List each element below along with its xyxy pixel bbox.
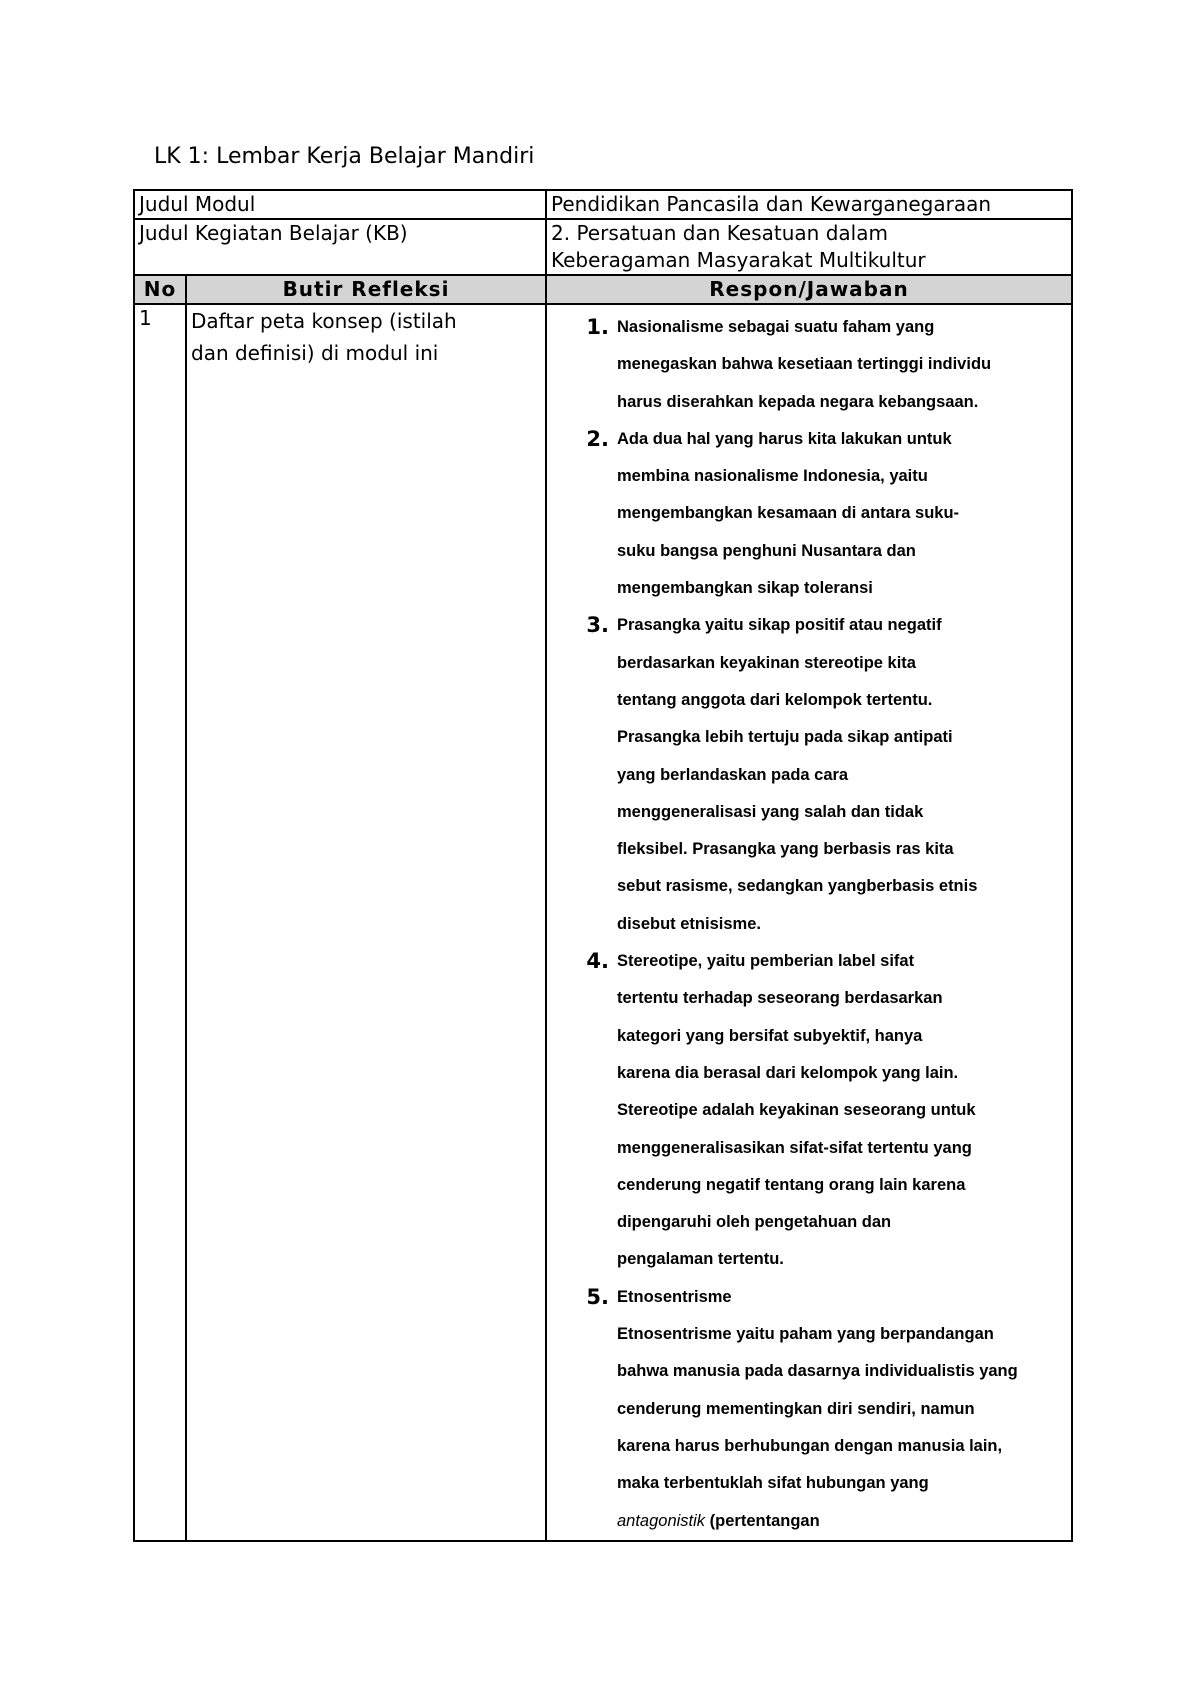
response-text bbox=[617, 607, 1071, 943]
response-line: mengembangkan sikap toleransi bbox=[617, 579, 873, 598]
response-item bbox=[547, 309, 1071, 421]
response-line: Prasangka lebih tertuju pada sikap antipati bbox=[617, 728, 953, 747]
response-line: Stereotipe adalah keyakinan seseorang untuk bbox=[617, 1101, 976, 1120]
response-line: menegaskan bahwa kesetiaan tertinggi individu bbox=[617, 355, 992, 374]
response-item bbox=[547, 1279, 1071, 1540]
response-line: membina nasionalisme Indonesia, yaitu bbox=[617, 467, 928, 486]
info-value-line: 2. Persatuan dan Kesatuan dalam bbox=[551, 221, 888, 245]
response-line: pengalaman tertentu. bbox=[617, 1250, 784, 1269]
respon-cell bbox=[546, 304, 1072, 1541]
response-line: bahwa manusia pada dasarnya individualistis yang bbox=[617, 1362, 1018, 1381]
response-line: kategori yang bersifat subyektif, hanya bbox=[617, 1026, 923, 1045]
row-number: 1 bbox=[134, 304, 186, 1541]
response-line: Prasangka yaitu sikap positif atau negatif bbox=[617, 616, 942, 635]
response-line: Etnosentrisme yaitu paham yang berpandangan bbox=[617, 1325, 994, 1344]
table-row bbox=[134, 304, 1072, 1541]
response-line: cenderung mementingkan diri sendiri, namun bbox=[617, 1399, 975, 1418]
response-line: disebut etnisisme. bbox=[617, 914, 761, 933]
response-item bbox=[547, 607, 1071, 943]
info-value bbox=[546, 219, 1072, 275]
response-line: mengembangkan kesamaan di antara suku- bbox=[617, 504, 960, 523]
response-line: karena dia berasal dari kelompok yang lain. bbox=[617, 1063, 959, 1082]
info-value-line: Pendidikan Pancasila dan Kewarganegaraan bbox=[551, 192, 992, 216]
butir-line: dan definisi) di modul ini bbox=[191, 341, 439, 365]
info-label: Judul Modul bbox=[134, 190, 546, 219]
response-line: fleksibel. Prasangka yang berbasis ras kita bbox=[617, 840, 954, 859]
header-no: No bbox=[134, 275, 186, 304]
response-line: karena harus berhubungan dengan manusia lain, bbox=[617, 1436, 1003, 1455]
info-value-line: Keberagaman Masyarakat Multikultur bbox=[551, 248, 926, 272]
response-line: suku bangsa penghuni Nusantara dan bbox=[617, 541, 916, 560]
response-item bbox=[547, 421, 1071, 607]
butir-line: Daftar peta konsep (istilah bbox=[191, 309, 457, 333]
info-label: Judul Kegiatan Belajar (KB) bbox=[134, 219, 546, 275]
response-text bbox=[617, 421, 1071, 607]
response-item bbox=[547, 943, 1071, 1279]
response-number: 3. bbox=[586, 613, 609, 638]
response-line: maka terbentuklah sifat hubungan yang bbox=[617, 1474, 929, 1493]
response-line: cenderung negatif tentang orang lain karena bbox=[617, 1175, 966, 1194]
info-row bbox=[134, 219, 1072, 275]
table-header-row bbox=[134, 275, 1072, 304]
info-value bbox=[546, 190, 1072, 219]
header-respon-jawaban: Respon/Jawaban bbox=[546, 275, 1072, 304]
response-line: Etnosentrisme bbox=[617, 1287, 732, 1306]
response-line bbox=[617, 1503, 1071, 1540]
response-line: Stereotipe, yaitu pemberian label sifat bbox=[617, 952, 915, 971]
response-text bbox=[617, 943, 1071, 1279]
response-number: 4. bbox=[586, 949, 609, 974]
response-text bbox=[617, 1279, 1071, 1540]
response-line: menggeneralisasikan sifat-sifat tertentu yang bbox=[617, 1138, 972, 1157]
response-list bbox=[547, 309, 1071, 1540]
response-line-rest: (pertentangan bbox=[705, 1511, 820, 1530]
response-number: 2. bbox=[586, 426, 609, 451]
header-butir-refleksi: Butir Refleksi bbox=[186, 275, 546, 304]
worksheet-table bbox=[133, 189, 1073, 1542]
response-line: Ada dua hal yang harus kita lakukan untuk bbox=[617, 429, 952, 448]
response-line: Nasionalisme sebagai suatu faham yang bbox=[617, 318, 935, 336]
info-row bbox=[134, 190, 1072, 219]
butir-refleksi-cell bbox=[186, 304, 546, 1541]
response-line: harus diserahkan kepada negara kebangsaan. bbox=[617, 392, 979, 411]
response-line: dipengaruhi oleh pengetahuan dan bbox=[617, 1213, 892, 1232]
page-title: LK 1: Lembar Kerja Belajar Mandiri bbox=[154, 144, 535, 169]
response-line: tentang anggota dari kelompok tertentu. bbox=[617, 690, 933, 709]
response-text bbox=[617, 309, 1071, 421]
italic-term: antagonistik bbox=[617, 1511, 706, 1530]
response-number: 5. bbox=[586, 1284, 609, 1309]
response-line: yang berlandaskan pada cara bbox=[617, 765, 849, 784]
response-line: tertentu terhadap seseorang berdasarkan bbox=[617, 989, 943, 1008]
response-line: menggeneralisasi yang salah dan tidak bbox=[617, 802, 924, 821]
response-line: sebut rasisme, sedangkan yangberbasis etnis bbox=[617, 877, 978, 896]
response-line: berdasarkan keyakinan stereotipe kita bbox=[617, 653, 916, 672]
response-number: 1. bbox=[586, 315, 609, 339]
